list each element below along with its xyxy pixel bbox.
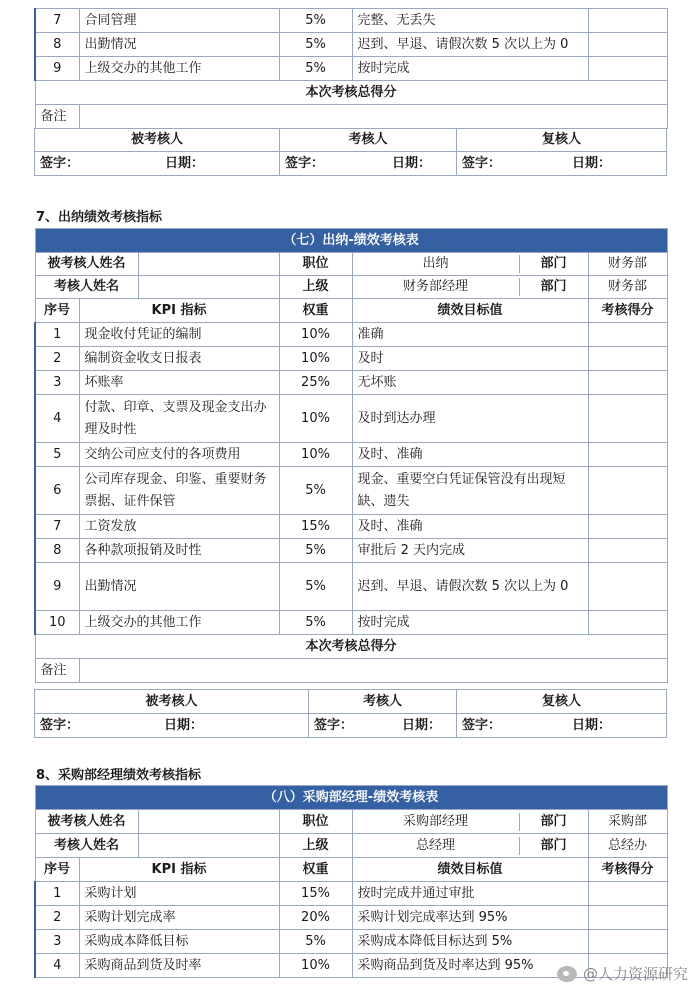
target-cell: 按时完成 — [352, 611, 588, 635]
table-row — [35, 515, 667, 539]
target-cell: 及时 — [352, 347, 588, 371]
target-cell: 及时、准确 — [352, 443, 588, 467]
row-number: 8 — [35, 33, 79, 57]
table-row — [35, 611, 667, 635]
row-number: 3 — [35, 930, 79, 954]
row-number: 6 — [35, 467, 79, 515]
weight-cell: 10% — [279, 443, 352, 467]
assessee-name-label: 被考核人姓名 — [35, 253, 138, 276]
position-value: 采购部经理 — [353, 813, 520, 831]
score-cell[interactable] — [588, 930, 667, 954]
assessor-name-label: 考核人姓名 — [35, 834, 138, 858]
dept-label: 部门 — [540, 813, 567, 829]
score-cell[interactable] — [588, 611, 667, 635]
row-number: 7 — [35, 9, 79, 33]
target-cell: 迟到、早退、请假次数 5 次以上为 0 — [352, 563, 588, 611]
total-row — [35, 635, 667, 659]
row-number: 4 — [35, 395, 79, 443]
assessee-name-field[interactable] — [138, 253, 279, 276]
weight-cell: 5% — [279, 930, 352, 954]
score-cell[interactable] — [588, 467, 667, 515]
target-cell: 按时完成 — [352, 57, 588, 81]
score-cell[interactable] — [588, 395, 667, 443]
weibo-logo-icon — [557, 966, 577, 982]
superior-label: 上级 — [279, 834, 352, 858]
table-row — [35, 347, 667, 371]
kpi-cell: 合同管理 — [79, 9, 279, 33]
weight-cell: 5% — [279, 539, 352, 563]
section8-heading: 8、采购部经理绩效考核指标 — [36, 768, 202, 783]
table-section6-tail — [34, 8, 668, 129]
weight-cell: 15% — [279, 515, 352, 539]
sign-label: 签字： — [40, 717, 80, 733]
dept-label: 部门 — [540, 279, 567, 294]
row-number: 3 — [35, 371, 79, 395]
target-cell: 及时到达办理 — [352, 395, 588, 443]
reviewer-sign-field[interactable] — [457, 714, 667, 738]
kpi-cell: 采购商品到货及时率 — [79, 954, 279, 978]
assessor-label: 考核人 — [309, 690, 457, 714]
weight-cell: 5% — [279, 611, 352, 635]
table-row — [35, 563, 667, 611]
target-cell: 采购成本降低目标达到 5% — [352, 930, 588, 954]
score-cell[interactable] — [588, 57, 667, 81]
sign-label: 签字： — [285, 155, 325, 171]
kpi-cell: 现金收付凭证的编制 — [79, 323, 279, 347]
score-cell[interactable] — [588, 906, 667, 930]
col-header-kpi: KPI 指标 — [79, 858, 279, 882]
row-number: 10 — [35, 611, 79, 635]
score-cell[interactable] — [588, 882, 667, 906]
assessee-name-field[interactable] — [138, 810, 279, 834]
assessee-sign-field[interactable] — [35, 714, 309, 738]
weight-cell: 20% — [279, 906, 352, 930]
kpi-cell: 出勤情况 — [79, 33, 279, 57]
target-cell: 按时完成并通过审批 — [352, 882, 588, 906]
weight-cell: 15% — [279, 882, 352, 906]
date-label: 日期： — [571, 717, 611, 733]
col-header-target: 绩效目标值 — [352, 858, 588, 882]
assessee-sign-field[interactable] — [35, 152, 280, 176]
score-cell[interactable] — [588, 9, 667, 33]
weight-cell: 10% — [279, 395, 352, 443]
col-header-score: 考核得分 — [588, 858, 667, 882]
assessor-label: 考核人 — [280, 129, 457, 152]
watermark-text: @人力资源研究 — [582, 965, 688, 983]
table-row — [35, 323, 667, 347]
kpi-cell: 采购计划 — [79, 882, 279, 906]
kpi-cell: 采购成本降低目标 — [79, 930, 279, 954]
table-row — [35, 930, 667, 954]
weight-cell: 5% — [279, 563, 352, 611]
kpi-cell: 各种款项报销及时性 — [79, 539, 279, 563]
assessee-name-label: 被考核人姓名 — [35, 810, 138, 834]
reviewer-label: 复核人 — [457, 690, 667, 714]
kpi-cell: 采购计划完成率 — [79, 906, 279, 930]
weight-cell: 5% — [279, 33, 352, 57]
position-label: 职位 — [279, 253, 352, 276]
table-title: （七）出纳-绩效考核表 — [35, 229, 667, 253]
table-title: （八）采购部经理-绩效考核表 — [35, 786, 667, 810]
score-cell[interactable] — [588, 347, 667, 371]
sign-label: 签字： — [40, 155, 80, 171]
date-label: 日期： — [571, 155, 611, 171]
superior-label: 上级 — [279, 276, 352, 299]
col-header-weight: 权重 — [279, 299, 352, 323]
kpi-cell: 工资发放 — [79, 515, 279, 539]
row-number: 4 — [35, 954, 79, 978]
header-row — [35, 858, 667, 882]
assessor-sign-field[interactable] — [309, 714, 457, 738]
date-label: 日期： — [163, 717, 203, 733]
row-number: 1 — [35, 323, 79, 347]
total-score-label: 本次考核总得分 — [35, 635, 667, 659]
target-cell: 及时、准确 — [352, 515, 588, 539]
score-cell[interactable] — [588, 563, 667, 611]
row-number: 1 — [35, 882, 79, 906]
dept-label: 部门 — [540, 837, 567, 853]
table-row — [35, 371, 667, 395]
score-cell[interactable] — [588, 443, 667, 467]
kpi-cell: 交纳公司应支付的各项费用 — [79, 443, 279, 467]
position-value: 出纳 — [353, 255, 520, 273]
remark-row — [35, 105, 667, 129]
weight-cell: 5% — [279, 9, 352, 33]
remark-row — [35, 659, 667, 683]
assessee-label: 被考核人 — [35, 690, 309, 714]
row-number: 2 — [35, 906, 79, 930]
kpi-cell: 出勤情况 — [79, 563, 279, 611]
date-label: 日期： — [401, 717, 441, 733]
remark-label: 备注 — [35, 105, 79, 129]
date-label: 日期： — [164, 155, 204, 171]
table-row — [35, 57, 667, 81]
weight-cell: 25% — [279, 371, 352, 395]
kpi-cell: 上级交办的其他工作 — [79, 611, 279, 635]
reviewer-sign-field[interactable] — [457, 152, 667, 176]
row-number: 7 — [35, 515, 79, 539]
superior-value: 总经理 — [353, 837, 520, 855]
col-header-weight: 权重 — [279, 858, 352, 882]
sign-label: 签字： — [462, 717, 502, 733]
table-row — [35, 882, 667, 906]
kpi-cell: 编制资金收支日报表 — [79, 347, 279, 371]
target-cell: 采购商品到货及时率达到 95% — [352, 954, 588, 978]
target-cell: 完整、无丢失 — [352, 9, 588, 33]
header-row — [35, 299, 667, 323]
dept-label: 部门 — [540, 256, 567, 271]
signature-table-section6 — [34, 128, 667, 176]
score-cell[interactable] — [588, 33, 667, 57]
score-cell[interactable] — [588, 371, 667, 395]
section7-heading: 7、出纳绩效考核指标 — [36, 210, 163, 225]
remark-field[interactable] — [79, 659, 667, 683]
reviewer-label: 复核人 — [457, 129, 667, 152]
col-header-score: 考核得分 — [588, 299, 667, 323]
row-number: 5 — [35, 443, 79, 467]
position-label: 职位 — [279, 810, 352, 834]
col-header-no: 序号 — [35, 299, 79, 323]
score-cell[interactable] — [588, 539, 667, 563]
remark-field[interactable] — [79, 105, 667, 129]
dept-value: 采购部 — [588, 810, 667, 834]
total-row — [35, 81, 667, 105]
weight-cell: 5% — [279, 467, 352, 515]
table-section7 — [34, 228, 668, 683]
remark-label: 备注 — [35, 659, 79, 683]
target-cell: 无坏账 — [352, 371, 588, 395]
table-row — [35, 33, 667, 57]
target-cell: 准确 — [352, 323, 588, 347]
dept-value: 总经办 — [588, 834, 667, 858]
assessor-name-label: 考核人姓名 — [35, 276, 138, 299]
assessee-label: 被考核人 — [35, 129, 280, 152]
target-cell: 审批后 2 天内完成 — [352, 539, 588, 563]
sign-label: 签字： — [462, 155, 502, 171]
kpi-cell: 坏账率 — [79, 371, 279, 395]
assessor-name-field[interactable] — [138, 276, 279, 299]
table-row — [35, 539, 667, 563]
table-section8 — [34, 785, 668, 978]
score-cell[interactable] — [588, 515, 667, 539]
kpi-cell: 公司库存现金、印鉴、重要财务票据、证件保管 — [79, 467, 279, 515]
row-number: 8 — [35, 539, 79, 563]
table-row — [35, 467, 667, 515]
row-number: 2 — [35, 347, 79, 371]
dept-value: 财务部 — [588, 253, 667, 276]
target-cell: 采购计划完成率达到 95% — [352, 906, 588, 930]
col-header-kpi: KPI 指标 — [79, 299, 279, 323]
assessor-sign-field[interactable] — [280, 152, 457, 176]
table-row — [35, 443, 667, 467]
col-header-no: 序号 — [35, 858, 79, 882]
watermark — [557, 963, 688, 984]
total-score-label: 本次考核总得分 — [35, 81, 667, 105]
col-header-target: 绩效目标值 — [352, 299, 588, 323]
date-label: 日期： — [391, 155, 431, 171]
table-row — [35, 906, 667, 930]
score-cell[interactable] — [588, 323, 667, 347]
weight-cell: 10% — [279, 954, 352, 978]
sign-label: 签字： — [314, 717, 354, 733]
dept-value: 财务部 — [588, 276, 667, 299]
assessor-name-field[interactable] — [138, 834, 279, 858]
target-cell: 现金、重要空白凭证保管没有出现短缺、遗失 — [352, 467, 588, 515]
weight-cell: 10% — [279, 323, 352, 347]
kpi-cell: 上级交办的其他工作 — [79, 57, 279, 81]
superior-value: 财务部经理 — [353, 278, 520, 296]
table-row — [35, 395, 667, 443]
weight-cell: 5% — [279, 57, 352, 81]
row-number: 9 — [35, 563, 79, 611]
kpi-cell: 付款、印章、支票及现金支出办理及时性 — [79, 395, 279, 443]
signature-table-section7 — [34, 689, 667, 738]
target-cell: 迟到、早退、请假次数 5 次以上为 0 — [352, 33, 588, 57]
table-row — [35, 9, 667, 33]
weight-cell: 10% — [279, 347, 352, 371]
row-number: 9 — [35, 57, 79, 81]
